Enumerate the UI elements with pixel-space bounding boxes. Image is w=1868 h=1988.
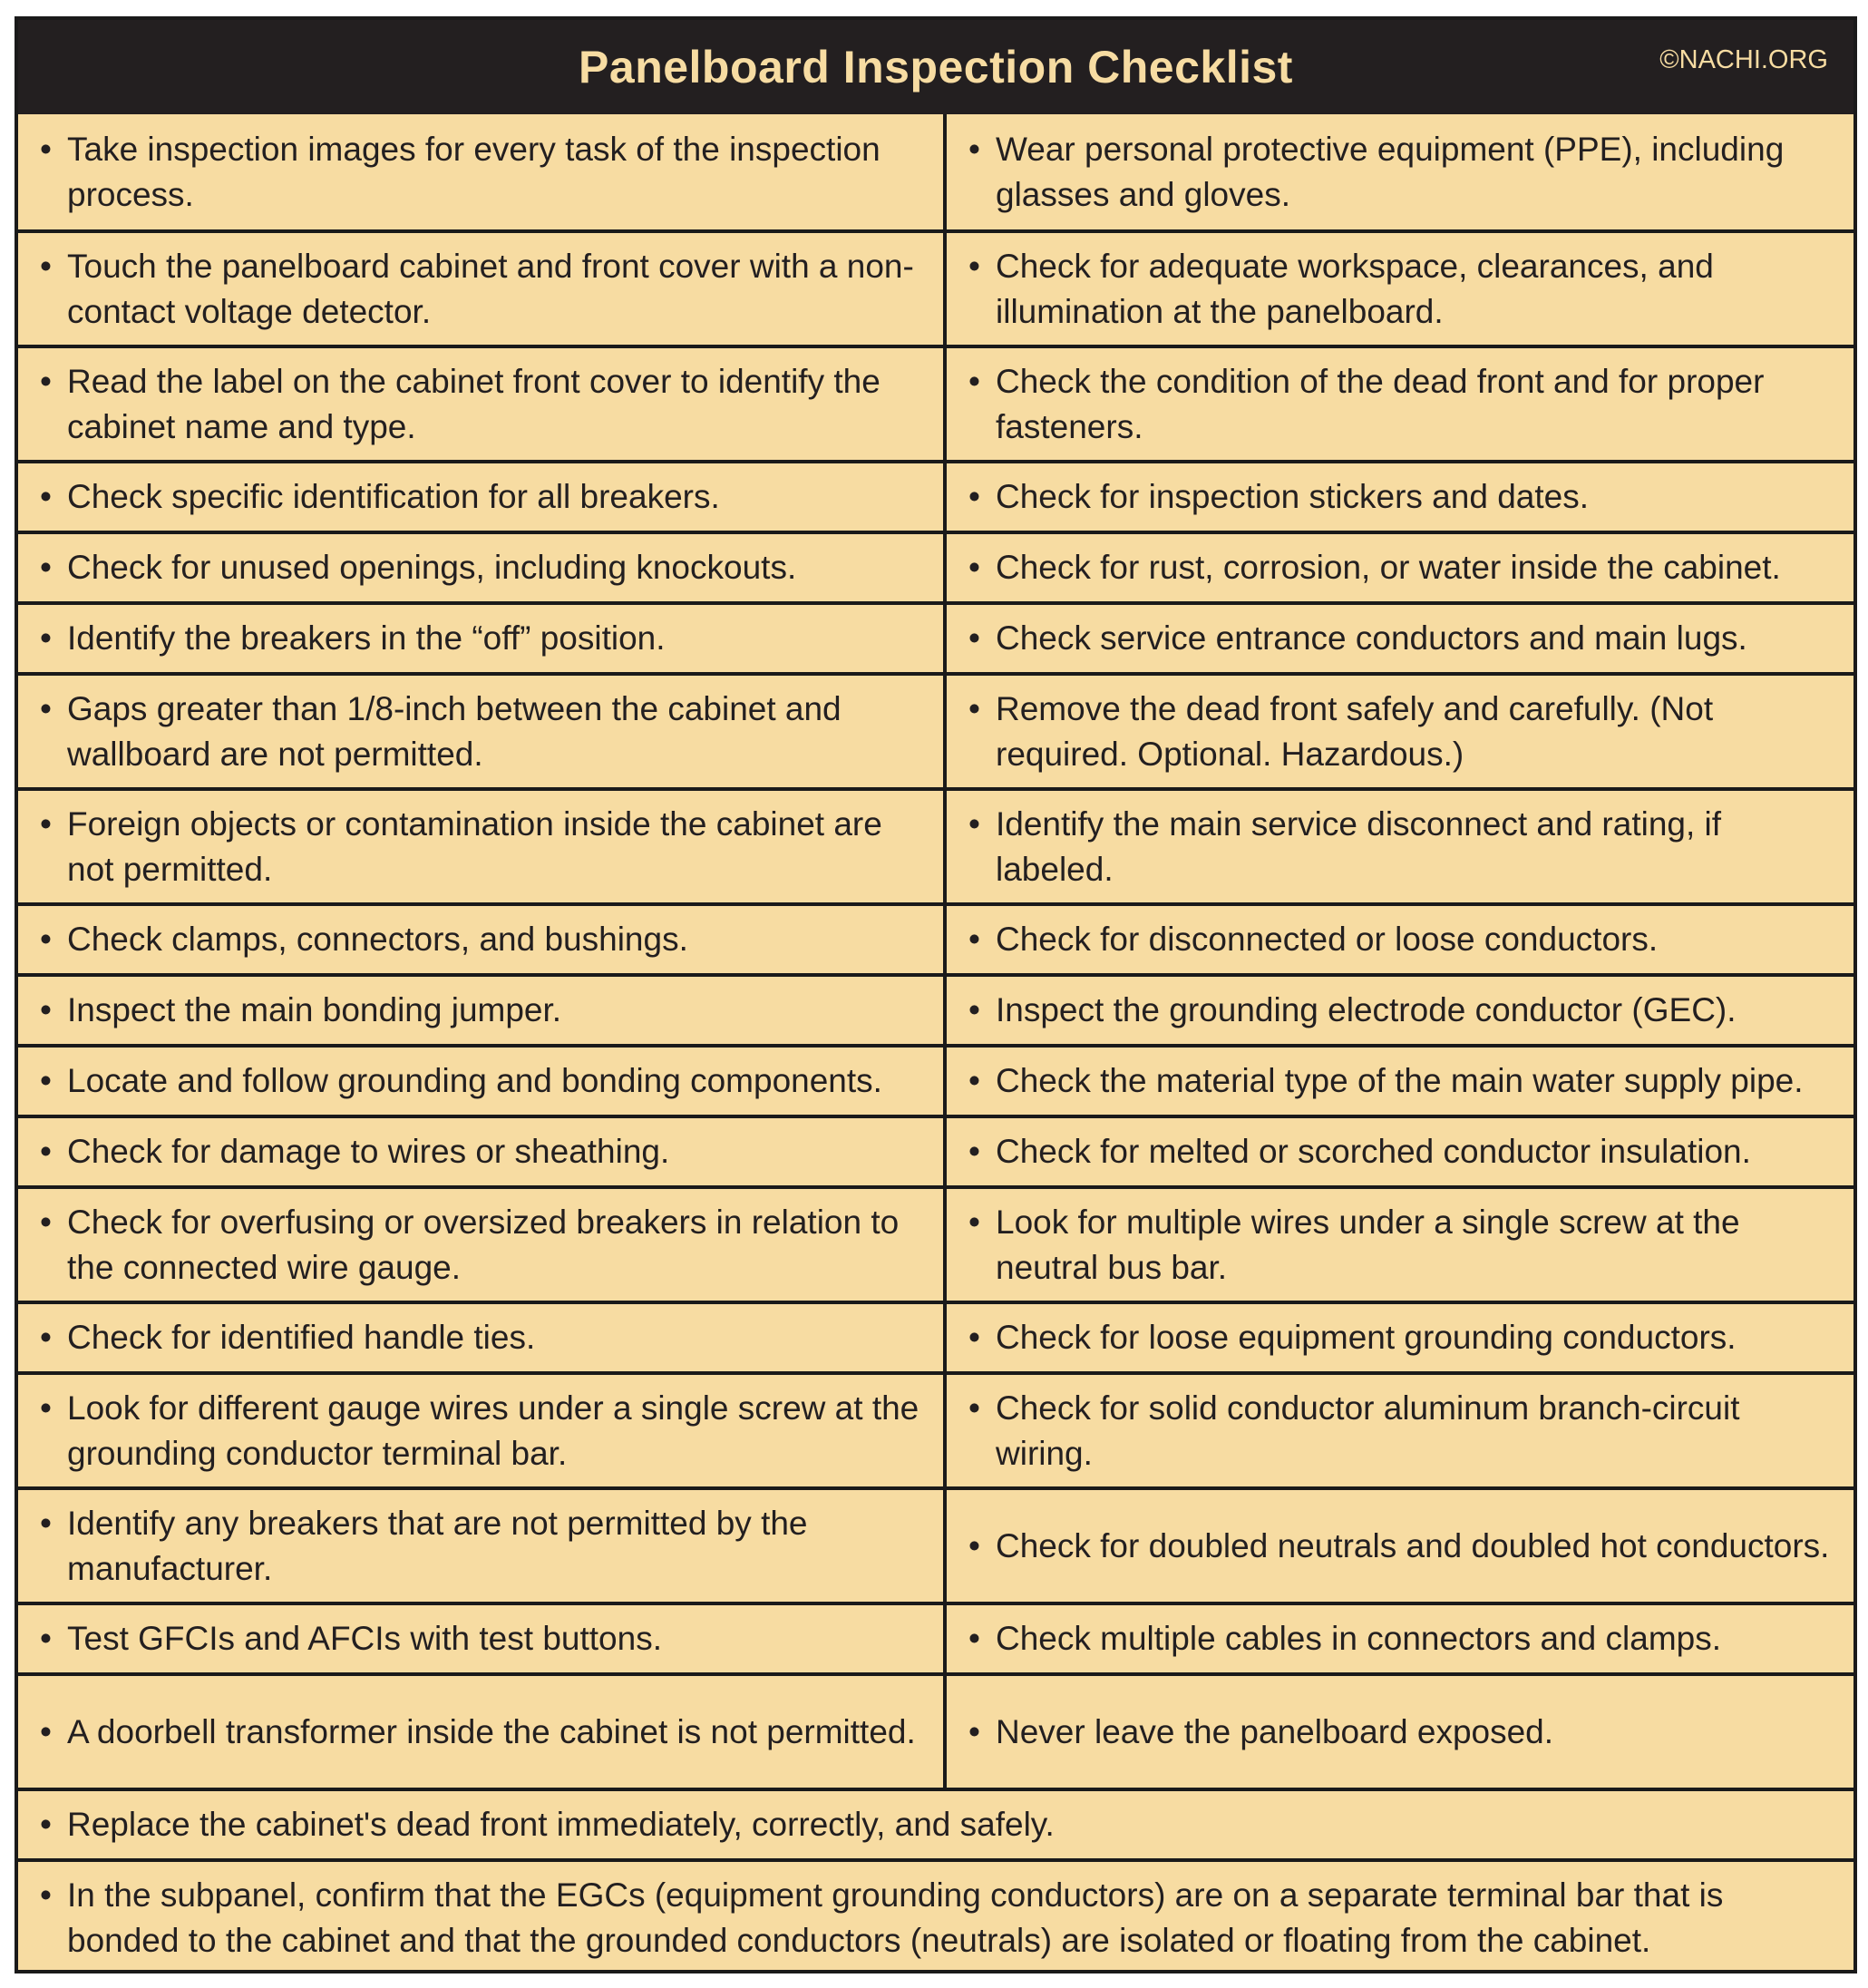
- checklist-cell: [945, 1187, 1853, 1302]
- checklist-item: • Inspect the main bonding jumper.: [18, 988, 943, 1033]
- checklist-item: • A doorbell transformer inside the cabinet is not permitted.: [18, 1710, 943, 1755]
- checklist-cell: [945, 1373, 1853, 1488]
- checklist-item: • Gaps greater than 1/8-inch between the cabinet and wallboard are not permitted.: [18, 687, 943, 777]
- table-row: [18, 904, 1853, 975]
- checklist-item: • Check multiple cables in connectors and clamps.: [947, 1616, 1853, 1662]
- checklist-cell: [18, 1373, 945, 1488]
- checklist-item: • Check for loose equipment grounding conductors.: [947, 1315, 1853, 1360]
- page-title: Panelboard Inspection Checklist: [579, 42, 1293, 93]
- checklist-cell: [945, 674, 1853, 789]
- checklist-item: • Touch the panelboard cabinet and front cover with a non-contact voltage detector.: [18, 244, 943, 335]
- table-row: [18, 1046, 1853, 1116]
- checklist-cell: [18, 603, 945, 674]
- checklist-cell: [18, 1116, 945, 1187]
- table-row: [18, 789, 1853, 904]
- checklist-cell: [18, 1789, 1853, 1860]
- table-row: [18, 1187, 1853, 1302]
- table-row: [18, 975, 1853, 1046]
- checklist-cell: [945, 231, 1853, 346]
- checklist-item: • Check clamps, connectors, and bushings.: [18, 917, 943, 962]
- checklist-item: • Check for melted or scorched conductor insulation.: [947, 1129, 1853, 1174]
- table-row: [18, 1488, 1853, 1603]
- checklist-cell: [945, 1046, 1853, 1116]
- checklist-item: • Check for doubled neutrals and doubled hot conductors.: [947, 1524, 1853, 1569]
- checklist-cell: [945, 1302, 1853, 1373]
- checklist-cell: [18, 231, 945, 346]
- checklist-cell: [18, 346, 945, 462]
- table-row: [18, 1302, 1853, 1373]
- checklist-item: • Look for different gauge wires under a single screw at the grounding conductor terminal bar.: [18, 1386, 943, 1476]
- table-row-full: [18, 1860, 1853, 1973]
- checklist-cell: [945, 114, 1853, 231]
- checklist-cell: [18, 975, 945, 1046]
- checklist-cell: [18, 1674, 945, 1789]
- checklist-cell: [945, 789, 1853, 904]
- checklist-cell: [945, 532, 1853, 603]
- checklist-cell: [18, 1603, 945, 1674]
- checklist-item: • Remove the dead front safely and carefully. (Not required. Optional. Hazardous.): [947, 687, 1853, 777]
- checklist-cell: [18, 462, 945, 532]
- checklist-sheet: [15, 16, 1857, 1973]
- checklist-item: • Replace the cabinet's dead front immediately, correctly, and safely.: [18, 1802, 1853, 1847]
- checklist-cell: [945, 975, 1853, 1046]
- checklist-item: • Check the condition of the dead front and for proper fasteners.: [947, 359, 1853, 450]
- table-row: [18, 1603, 1853, 1674]
- checklist-cell: [945, 1488, 1853, 1603]
- checklist-item: • Inspect the grounding electrode conductor (GEC).: [947, 988, 1853, 1033]
- copyright-notice: ©NACHI.ORG: [1659, 45, 1828, 74]
- table-row: [18, 674, 1853, 789]
- checklist-cell: [945, 603, 1853, 674]
- checklist-table: [18, 114, 1853, 1973]
- checklist-cell: [18, 1302, 945, 1373]
- checklist-cell: [945, 462, 1853, 532]
- table-row: [18, 114, 1853, 231]
- table-row: [18, 1674, 1853, 1789]
- checklist-item: • Check for solid conductor aluminum branch-circuit wiring.: [947, 1386, 1853, 1476]
- checklist-cell: [945, 1116, 1853, 1187]
- checklist-cell: [945, 1603, 1853, 1674]
- checklist-item: • Look for multiple wires under a single screw at the neutral bus bar.: [947, 1200, 1853, 1291]
- checklist-item: • Take inspection images for every task of the inspection process.: [18, 127, 943, 218]
- checklist-cell: [945, 1674, 1853, 1789]
- checklist-item: • Check for adequate workspace, clearances, and illumination at the panelboard.: [947, 244, 1853, 335]
- checklist-item: • Check the material type of the main water supply pipe.: [947, 1058, 1853, 1104]
- checklist-item: • Check service entrance conductors and main lugs.: [947, 616, 1853, 661]
- table-row: [18, 231, 1853, 346]
- table-row: [18, 462, 1853, 532]
- checklist-item: • Check for rust, corrosion, or water inside the cabinet.: [947, 545, 1853, 590]
- table-row: [18, 1373, 1853, 1488]
- checklist-cell: [18, 1046, 945, 1116]
- checklist-cell: [18, 789, 945, 904]
- checklist-cell: [18, 1187, 945, 1302]
- table-row: [18, 346, 1853, 462]
- checklist-item: • Locate and follow grounding and bonding components.: [18, 1058, 943, 1104]
- header-bar: [18, 20, 1853, 114]
- table-row-full: [18, 1789, 1853, 1860]
- checklist-cell: [18, 674, 945, 789]
- checklist-item: • Check specific identification for all breakers.: [18, 474, 943, 520]
- checklist-item: • Test GFCIs and AFCIs with test buttons.: [18, 1616, 943, 1662]
- checklist-item: • Check for identified handle ties.: [18, 1315, 943, 1360]
- checklist-item: • Read the label on the cabinet front cover to identify the cabinet name and type.: [18, 359, 943, 450]
- checklist-cell: [945, 904, 1853, 975]
- table-row: [18, 1116, 1853, 1187]
- checklist-item: • Identify any breakers that are not permitted by the manufacturer.: [18, 1501, 943, 1592]
- checklist-item: • In the subpanel, confirm that the EGCs (equipment grounding conductors) are on a separate terminal bar that is bonded to the cabinet and that the grounded conductors (neutrals) are isolated or floating from the cabinet.: [18, 1873, 1853, 1964]
- checklist-item: • Identify the breakers in the “off” position.: [18, 616, 943, 661]
- table-row: [18, 532, 1853, 603]
- checklist-item: • Never leave the panelboard exposed.: [947, 1710, 1853, 1755]
- checklist-item: • Check for overfusing or oversized breakers in relation to the connected wire gauge.: [18, 1200, 943, 1291]
- checklist-cell: [945, 346, 1853, 462]
- checklist-item: • Wear personal protective equipment (PPE), including glasses and gloves.: [947, 127, 1853, 218]
- checklist-cell: [18, 904, 945, 975]
- checklist-cell: [18, 1488, 945, 1603]
- checklist-item: • Check for inspection stickers and dates.: [947, 474, 1853, 520]
- checklist-item: • Check for disconnected or loose conductors.: [947, 917, 1853, 962]
- checklist-item: • Check for unused openings, including knockouts.: [18, 545, 943, 590]
- checklist-item: • Foreign objects or contamination inside the cabinet are not permitted.: [18, 802, 943, 892]
- checklist-item: • Identify the main service disconnect and rating, if labeled.: [947, 802, 1853, 892]
- checklist-cell: [18, 532, 945, 603]
- checklist-item: • Check for damage to wires or sheathing.: [18, 1129, 943, 1174]
- checklist-cell: [18, 1860, 1853, 1973]
- checklist-cell: [18, 114, 945, 231]
- table-row: [18, 603, 1853, 674]
